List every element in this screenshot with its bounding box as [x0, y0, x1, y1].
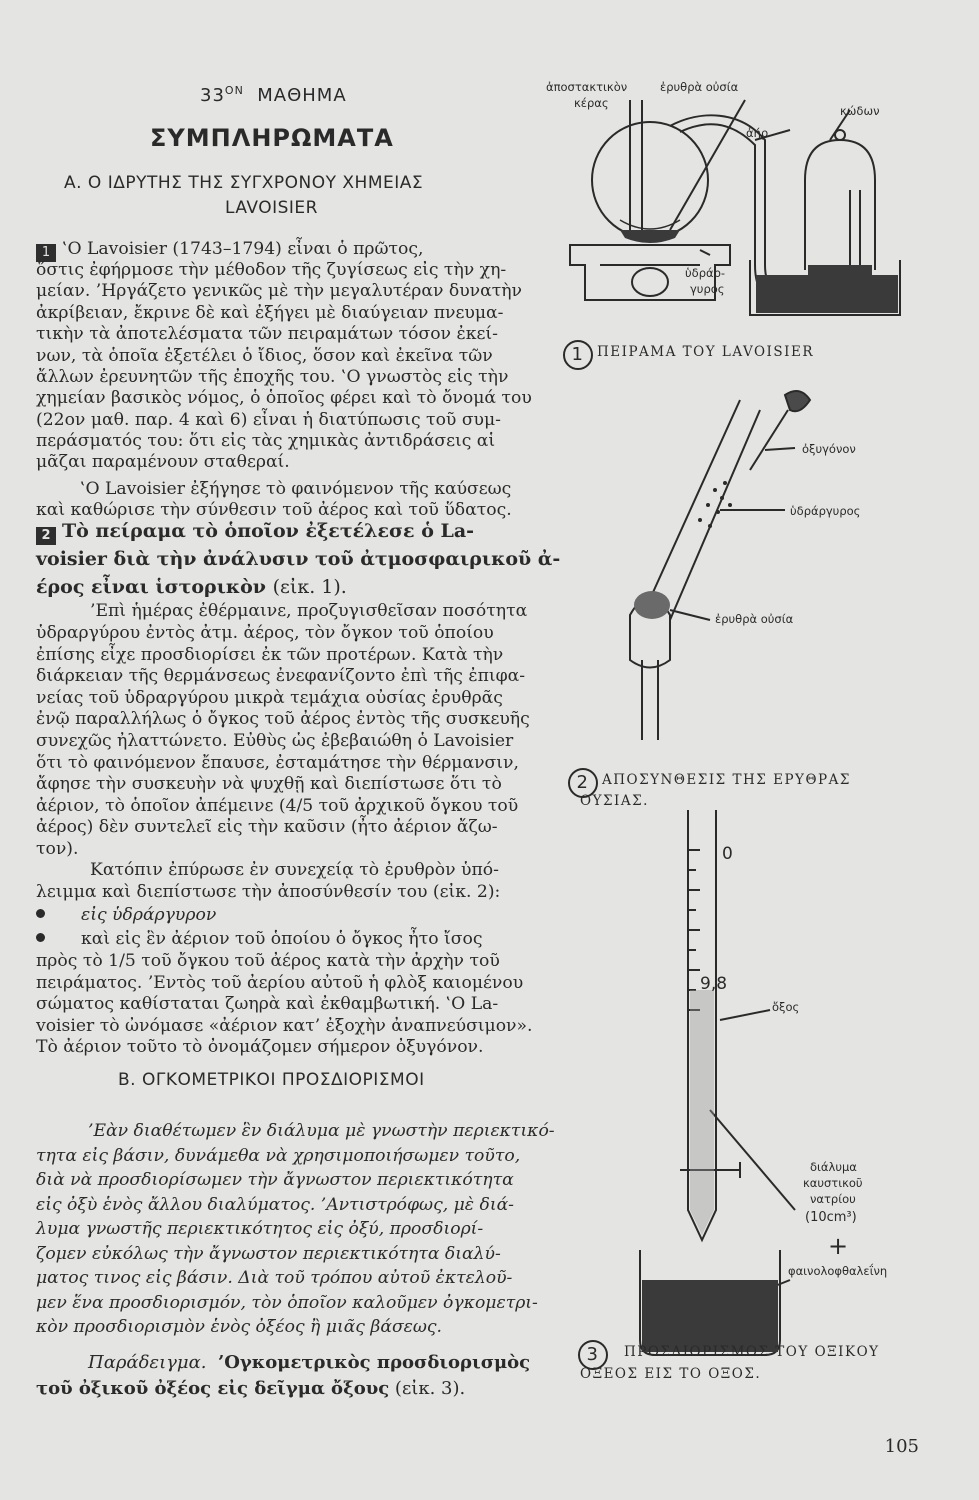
label-solution-3: νατρίου	[810, 1192, 856, 1206]
text-line: μεν ἕνα προσδιορισμόν, τὸν ὁποῖον καλοῦμεν ὀγκομετρι-	[36, 1293, 538, 1313]
label-mercury: ὑδράρ-	[685, 266, 726, 280]
text-line: νείας τοῦ ὑδραργύρου μικρὰ τεμάχια οὐσίας ἐρυθρᾶς	[36, 688, 503, 708]
text-line: συνεχῶς ἠλαττώνετο. Εὐθὺς ὡς ἐβεβαιώθη ὁ Lavoisier	[36, 731, 514, 751]
label-mercury-2: γυρος	[690, 282, 725, 296]
text-line: voisier διὰ τὴν ἀνάλυσιν τοῦ ἀτμοσφαιρικοῦ ἀ-	[36, 548, 561, 570]
text-line: ἀκρίβειαν, ἔκρινε δὲ καὶ ἐξήγει μὲ διαύγειαν πνευμα-	[36, 303, 504, 323]
page-number: 105	[884, 1436, 919, 1457]
text-line: ἐνῷ παραλλήλως ὁ ὄγκος τοῦ ἀέρος ἐντὸς τῆς συσκευῆς	[36, 709, 530, 729]
text-line: 1 ‛Ο Lavoisier (1743–1794) εἶναι ὁ πρῶτος,	[36, 238, 548, 262]
text-line: (22ον μαθ. παρ. 4 καὶ 6) εἶναι ἡ διατύπωσις τοῦ συμ-	[36, 410, 501, 430]
text-line: ζομεν εὐκόλως τὴν ἄγνωστον περιεκτικότητα διαλύ-	[36, 1244, 501, 1264]
list-item: καὶ εἰς ἓν ἀέριον τοῦ ὁποίου ὁ ὄγκος ἦτο ἴσος	[36, 928, 548, 950]
text-line: σώματος καθίσταται ζωηρὰ καὶ ἐκθαμβωτική. ‛Ο La-	[36, 994, 499, 1014]
text-line: ἄφησε τὴν συσκευὴν νὰ ψυχθῇ καὶ διεπίστωσε ὅτι τὸ	[36, 774, 502, 794]
bullet-icon	[36, 909, 45, 918]
text-line: εἰς ὀξὺ ἑνὸς ἄλλου διαλύματος. ’Αντιστρόφως, μὲ διά-	[36, 1195, 514, 1215]
label-solution-2: καυστικοῦ	[803, 1176, 863, 1190]
text-line: ὅτι τὸ φαινόμενον ἔπαυσε, ἐσταμάτησε τὴν θέρμανσιν,	[36, 753, 519, 773]
scale-zero: 0	[722, 844, 733, 864]
text-line: λυμα γνωστῆς περιεκτικότητος εἰς ὀξύ, προσδιορί-	[36, 1219, 484, 1239]
label-oxygen: ὀξυγόνον	[802, 442, 856, 456]
text-line: τικὴν τὰ ἀποτελέσματα τῶν πειραμάτων τόσον ἐκεί-	[36, 324, 498, 344]
text-line: καὶ καθώρισε τὴν σύνθεσιν τοῦ ἀέρος καὶ τοῦ ὕδατος.	[36, 500, 512, 520]
label-air: ἀήρ	[746, 126, 769, 140]
text-line: τον).	[36, 839, 79, 859]
text-line: ματος τινος εἰς βάσιν. Διὰ τοῦ τρόπου αὐτοῦ ἐκτελοῦ-	[36, 1268, 513, 1288]
text-line: ’Επὶ ἡμέρας ἐθέρμαινε, προζυγισθεῖσαν ποσότητα	[90, 601, 528, 621]
text-line: περάσματός του: ὅτι εἰς τὰς χημικὰς ἀντιδράσεις αἱ	[36, 431, 496, 451]
section-marker: 1	[36, 244, 56, 262]
figure-2	[550, 380, 970, 760]
text-line: ἄλλων ἐρευνητῶν τῆς ἐποχῆς του. ‛Ο γνωστὸς εἰς τὴν	[36, 367, 509, 387]
text-line: κὸν προσδιορισμὸν ἑνὸς ὀξέος ἢ μιᾶς βάσεως.	[36, 1317, 443, 1337]
label-retort-2: κέρας	[574, 96, 609, 110]
lesson-number: $33^{ON}$ ΜΑΘΗΜΑ	[200, 84, 347, 106]
text-line: Παράδειγμα. ’Ογκομετρικὸς προσδιορισμὸς	[88, 1352, 531, 1373]
text-line: ὑδραργύρου ἐντὸς ἀτμ. ἀέρος, τὸν ὄγκον τοῦ ὁποίου	[36, 623, 494, 643]
text-line: ’Εὰν διαθέτωμεν ἓν διάλυμα μὲ γνωστὴν περιεκτικό-	[88, 1121, 555, 1141]
text-line: νων, τὰ ὁποῖα ἐξετέλει ὁ ἴδιος, ὅσον καὶ ἐκεῖνα τῶν	[36, 346, 493, 366]
text-line: 2 Τὸ πείραμα τὸ ὁποῖον ἐξετέλεσε ὁ La-	[36, 520, 548, 545]
label-acid: ὄξος	[772, 1000, 800, 1014]
label-solution: διάλυμα	[810, 1160, 857, 1174]
label-red-substance: ἐρυθρὰ οὐσία	[660, 80, 739, 94]
section-marker: 2	[36, 527, 56, 545]
figure-3-caption: 3 ΠΡΟΣΔΙΟΡΙΣΜΟΣ ΤΟΥ ΟΞΙΚΟΥ	[578, 1340, 880, 1370]
figure-1-caption: 1 ΠΕΙΡΑΜΑ ΤΟΥ LAVOISIER	[563, 340, 814, 370]
label-volume: (10cm³)	[805, 1210, 857, 1225]
text-line: τοῦ ὀξικοῦ ὀξέος εἰς δεῖγμα ὄξους (εἰκ. 3).	[36, 1378, 466, 1399]
section-b-heading: Β. ΟΓΚΟΜΕΤΡΙΚΟΙ ΠΡΟΣΔΙΟΡΙΣΜΟΙ	[118, 1070, 425, 1090]
figure-3	[600, 810, 970, 1370]
text-line: έρος εἶναι ἱστορικὸν (εἰκ. 1).	[36, 576, 347, 598]
text-line: ‛Ο Lavoisier ἐξήγησε τὸ φαινόμενον τῆς καύσεως	[80, 479, 512, 499]
text-line: πειράματος. ’Εντὸς τοῦ ἀερίου αὐτοῦ ἡ φλὸξ καιομένου	[36, 973, 524, 993]
text-line: ἀέρος) δὲν συντελεῖ εἰς τὴν καῦσιν (ἦτο ἀέριον ἄζω-	[36, 817, 498, 837]
figure-number: 3	[578, 1340, 608, 1370]
lavoisier-apparatus-drawing	[550, 70, 970, 370]
decomposition-drawing	[550, 380, 970, 760]
label-red-substance: ἐρυθρὰ οὐσία	[715, 612, 794, 626]
titration-drawing	[600, 810, 970, 1370]
scale-mark: 9,8	[700, 974, 728, 994]
text-line: πρὸς τὸ 1/5 τοῦ ὄγκου τοῦ ἀέρος κατὰ τὴν ἀρχὴν τοῦ	[36, 951, 500, 971]
bullet-icon	[36, 933, 45, 942]
text-line: διὰ νὰ προσδιορίσωμεν τὴν ἄγνωστον περιεκτικότητα	[36, 1170, 514, 1190]
figure-2-caption-line2: ΟΥΣΙΑΣ.	[580, 793, 649, 809]
figure-number: 2	[568, 768, 598, 798]
label-bell-jar: κώδων	[840, 104, 880, 118]
text-line: μᾶζαι παραμένουν σταθεραί.	[36, 452, 290, 472]
section-a-subheading: LAVOISIER	[225, 198, 318, 218]
figure-2-caption: 2 ΑΠΟΣΥΝΘΕΣΙΣ ΤΗΣ ΕΡΥΘΡΑΣ	[568, 768, 851, 798]
page-title: ΣΥΜΠΛΗΡΩΜΑΤΑ	[150, 124, 394, 152]
text-line: ὅστις ἐφήρμοσε τὴν μέθοδον τῆς ζυγίσεως εἰς τὴν χη-	[36, 260, 507, 280]
text-line: Κατόπιν ἐπύρωσε ἐν συνεχείᾳ τὸ ἐρυθρὸν ὑπό-	[90, 860, 499, 880]
label-indicator: φαινολοφθαλεΐνη	[788, 1264, 888, 1278]
text-line: μείαν. ’Ηργάζετο γενικῶς μὲ τὴν μεγαλυτέραν δυνατὴν	[36, 281, 522, 301]
text-line: χημείαν βασικὸς νόμος, ὁ ὁποῖος φέρει καὶ τὸ ὄνομά του	[36, 388, 532, 408]
label-retort: ἀποστακτικὸν	[546, 80, 628, 94]
list-item: εἰς ὑδράργυρον	[36, 904, 548, 926]
figure-number: 1	[563, 340, 593, 370]
section-a-heading: Α. Ο ΙΔΡΥΤΗΣ ΤΗΣ ΣΥΓΧΡΟΝΟΥ ΧΗΜΕΙΑΣ	[64, 173, 424, 193]
label-mercury: ὑδράργυρος	[790, 504, 861, 518]
text-line: Τὸ ἀέριον τοῦτο τὸ ὀνομάζομεν σήμερον ὀξυγόνον.	[36, 1037, 484, 1057]
figure-1	[546, 70, 970, 370]
text-line: ἐπίσης εἶχε προσδιορίσει ἐκ τῶν προτέρων. Κατὰ τὴν	[36, 645, 504, 665]
text-line: διάρκειαν τῆς θερμάνσεως ἐνεφανίζοντο ἐπὶ τῆς ἐπιφα-	[36, 666, 526, 686]
text-line: τητα εἰς βάσιν, δυνάμεθα νὰ χρησιμοποιήσωμεν τοῦτο,	[36, 1146, 521, 1166]
text-line: voisier τὸ ὠνόμασε «ἀέριον κατ’ ἐξοχὴν ἀναπνεύσιμον».	[36, 1016, 533, 1036]
plus-sign: +	[828, 1232, 849, 1260]
text-line: ἀέριον, τὸ ὁποῖον ἀπέμεινε (4/5 τοῦ ἀρχικοῦ ὄγκου τοῦ	[36, 796, 519, 816]
figure-3-caption-line2: ΟΞΕΟΣ ΕΙΣ ΤΟ ΟΞΟΣ.	[580, 1366, 762, 1382]
text-line: λειμμα καὶ διεπίστωσε τὴν ἀποσύνθεσίν του (εἰκ. 2):	[36, 882, 501, 902]
